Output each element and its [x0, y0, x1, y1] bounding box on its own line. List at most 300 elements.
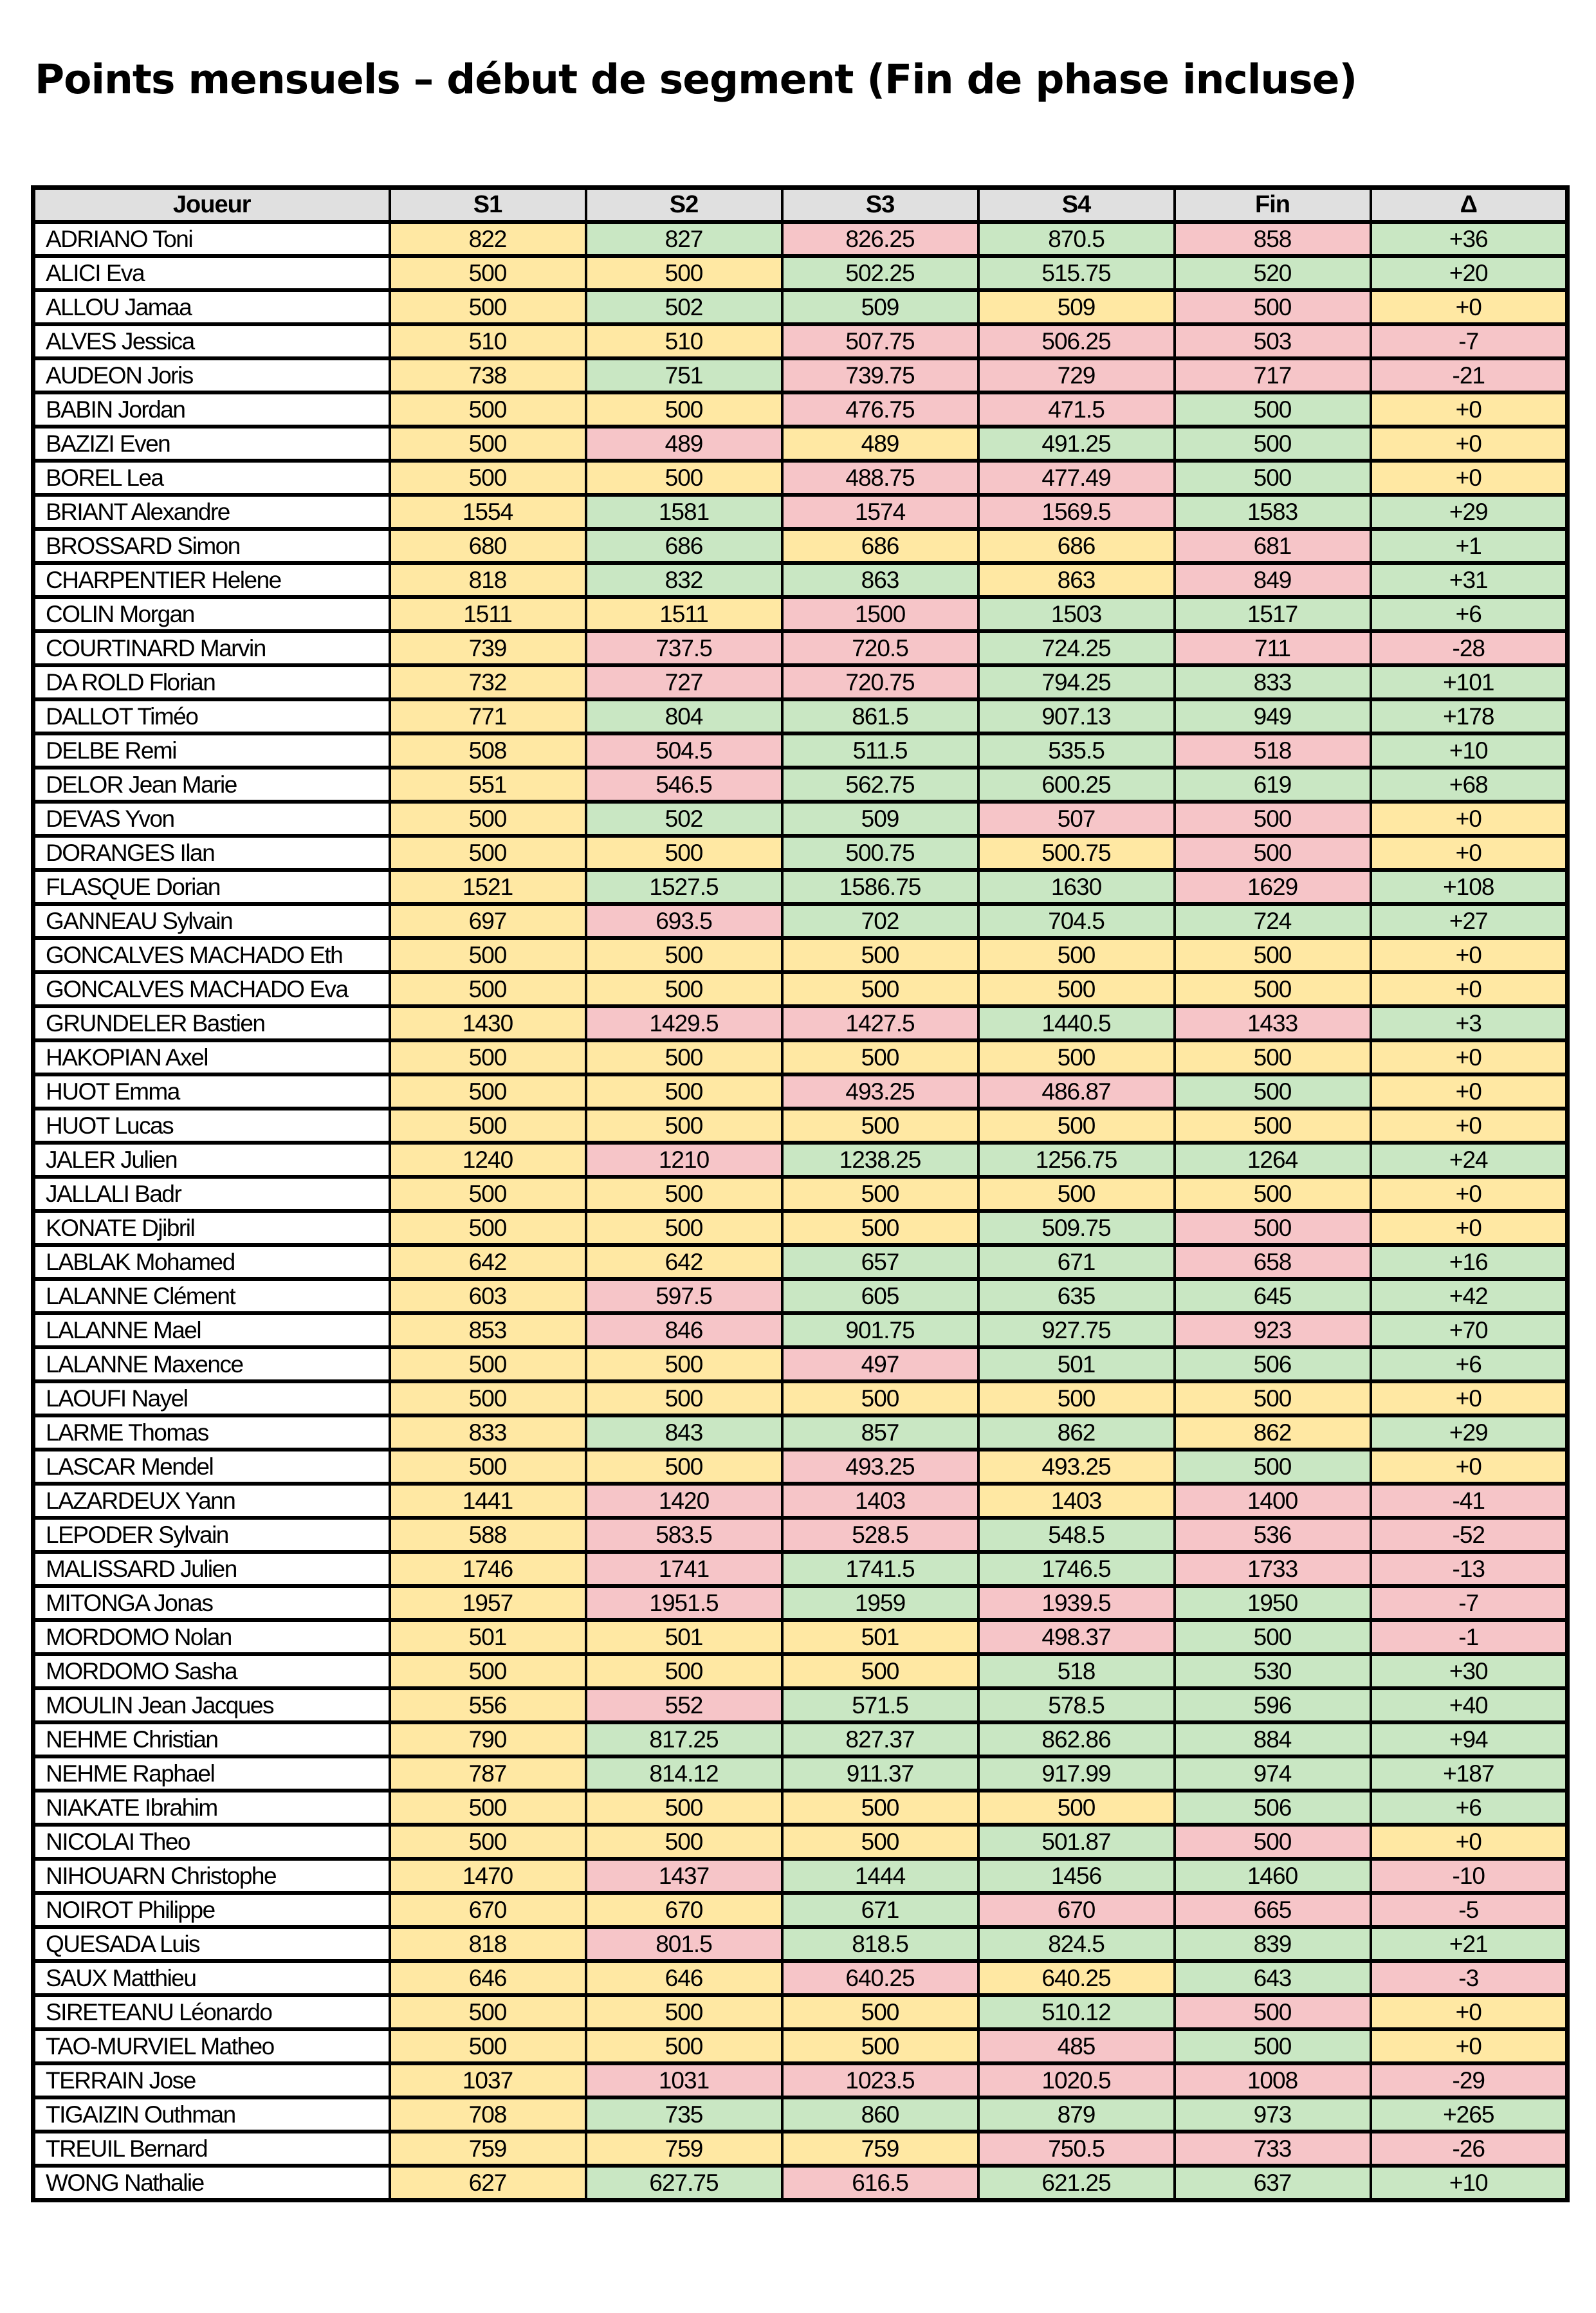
- value-cell: 500: [1175, 1825, 1371, 1859]
- value-cell: -13: [1371, 1552, 1568, 1586]
- player-name-cell: LAOUFI Nayel: [33, 1381, 390, 1415]
- value-cell: 507: [978, 802, 1175, 836]
- value-cell: 759: [586, 2132, 782, 2166]
- value-cell: 486.87: [978, 1074, 1175, 1109]
- value-cell: 637: [1175, 2166, 1371, 2200]
- value-cell: +0: [1371, 938, 1568, 972]
- value-cell: 759: [782, 2132, 978, 2166]
- value-cell: +0: [1371, 1995, 1568, 2029]
- table-row: [33, 1143, 1568, 1177]
- value-cell: 503: [1175, 324, 1371, 358]
- value-cell: 857: [782, 1415, 978, 1450]
- value-cell: 500: [586, 1995, 782, 2029]
- column-header-s2: S2: [586, 188, 782, 223]
- value-cell: 729: [978, 358, 1175, 392]
- value-cell: 693.5: [586, 904, 782, 938]
- table-row: [33, 1654, 1568, 1688]
- value-cell: -29: [1371, 2063, 1568, 2097]
- player-name-cell: MITONGA Jonas: [33, 1586, 390, 1620]
- value-cell: 500: [1175, 938, 1371, 972]
- player-name-cell: LASCAR Mendel: [33, 1450, 390, 1484]
- value-cell: 1008: [1175, 2063, 1371, 2097]
- value-cell: 870.5: [978, 222, 1175, 256]
- value-cell: 860: [782, 2097, 978, 2132]
- value-cell: 824.5: [978, 1927, 1175, 1961]
- table-row: [33, 1722, 1568, 1756]
- value-cell: 489: [586, 427, 782, 461]
- value-cell: 739.75: [782, 358, 978, 392]
- value-cell: 500: [586, 461, 782, 495]
- value-cell: 724.25: [978, 631, 1175, 665]
- column-header-joueur: Joueur: [33, 188, 390, 223]
- value-cell: +30: [1371, 1654, 1568, 1688]
- player-name-cell: TERRAIN Jose: [33, 2063, 390, 2097]
- player-name-cell: NEHME Raphael: [33, 1756, 390, 1791]
- value-cell: 500: [782, 1995, 978, 2029]
- value-cell: 588: [390, 1518, 586, 1552]
- value-cell: +29: [1371, 1415, 1568, 1450]
- player-name-cell: ALICI Eva: [33, 256, 390, 290]
- value-cell: 500: [1175, 1074, 1371, 1109]
- player-name-cell: NICOLAI Theo: [33, 1825, 390, 1859]
- report-page: [0, 57, 1596, 2202]
- value-cell: 500: [978, 1381, 1175, 1415]
- value-cell: 501: [978, 1347, 1175, 1381]
- value-cell: 500: [390, 836, 586, 870]
- value-cell: 530: [1175, 1654, 1371, 1688]
- value-cell: +10: [1371, 733, 1568, 768]
- value-cell: 502: [586, 802, 782, 836]
- value-cell: 500: [1175, 1995, 1371, 2029]
- value-cell: 1440.5: [978, 1006, 1175, 1040]
- value-cell: 500: [586, 1381, 782, 1415]
- value-cell: 686: [978, 529, 1175, 563]
- value-cell: 1746: [390, 1552, 586, 1586]
- value-cell: 518: [1175, 733, 1371, 768]
- value-cell: -7: [1371, 324, 1568, 358]
- value-cell: 737.5: [586, 631, 782, 665]
- table-row: [33, 1450, 1568, 1484]
- table-row: [33, 1620, 1568, 1654]
- value-cell: 500: [1175, 836, 1371, 870]
- value-cell: +21: [1371, 1927, 1568, 1961]
- value-cell: 500: [586, 2029, 782, 2063]
- player-name-cell: DELBE Remi: [33, 733, 390, 768]
- value-cell: 500: [1175, 1381, 1371, 1415]
- value-cell: 833: [1175, 665, 1371, 699]
- player-name-cell: HUOT Emma: [33, 1074, 390, 1109]
- table-row: [33, 1586, 1568, 1620]
- table-row: [33, 1177, 1568, 1211]
- value-cell: +108: [1371, 870, 1568, 904]
- value-cell: +42: [1371, 1279, 1568, 1313]
- header-row: [33, 188, 1568, 223]
- value-cell: -52: [1371, 1518, 1568, 1552]
- value-cell: +0: [1371, 427, 1568, 461]
- value-cell: 732: [390, 665, 586, 699]
- column-header-s3: S3: [782, 188, 978, 223]
- value-cell: 578.5: [978, 1688, 1175, 1722]
- value-cell: 635: [978, 1279, 1175, 1313]
- value-cell: 500: [586, 1450, 782, 1484]
- value-cell: 1238.25: [782, 1143, 978, 1177]
- value-cell: 1433: [1175, 1006, 1371, 1040]
- value-cell: 502.25: [782, 256, 978, 290]
- value-cell: 509: [978, 290, 1175, 324]
- player-name-cell: AUDEON Joris: [33, 358, 390, 392]
- value-cell: +70: [1371, 1313, 1568, 1347]
- value-cell: 500: [586, 392, 782, 427]
- table-row: [33, 597, 1568, 631]
- value-cell: 771: [390, 699, 586, 733]
- value-cell: 500: [782, 2029, 978, 2063]
- value-cell: +187: [1371, 1756, 1568, 1791]
- value-cell: 506: [1175, 1347, 1371, 1381]
- value-cell: 493.25: [782, 1450, 978, 1484]
- value-cell: 704.5: [978, 904, 1175, 938]
- value-cell: +27: [1371, 904, 1568, 938]
- value-cell: 717: [1175, 358, 1371, 392]
- value-cell: 500: [586, 1040, 782, 1074]
- value-cell: 1031: [586, 2063, 782, 2097]
- value-cell: 500: [390, 256, 586, 290]
- table-row: [33, 938, 1568, 972]
- value-cell: 818: [390, 1927, 586, 1961]
- value-cell: 843: [586, 1415, 782, 1450]
- table-row: [33, 1791, 1568, 1825]
- value-cell: 500: [1175, 461, 1371, 495]
- value-cell: 500: [390, 1109, 586, 1143]
- table-header: [33, 188, 1568, 223]
- value-cell: 596: [1175, 1688, 1371, 1722]
- value-cell: 619: [1175, 768, 1371, 802]
- table-row: [33, 768, 1568, 802]
- value-cell: 500: [586, 1825, 782, 1859]
- value-cell: 1456: [978, 1859, 1175, 1893]
- value-cell: 645: [1175, 1279, 1371, 1313]
- value-cell: 949: [1175, 699, 1371, 733]
- table-row: [33, 392, 1568, 427]
- value-cell: 1500: [782, 597, 978, 631]
- value-cell: 597.5: [586, 1279, 782, 1313]
- value-cell: 1403: [782, 1484, 978, 1518]
- value-cell: 818.5: [782, 1927, 978, 1961]
- value-cell: 500: [782, 1825, 978, 1859]
- value-cell: 500: [390, 427, 586, 461]
- value-cell: 735: [586, 2097, 782, 2132]
- player-name-cell: COURTINARD Marvin: [33, 631, 390, 665]
- value-cell: -5: [1371, 1893, 1568, 1927]
- value-cell: 488.75: [782, 461, 978, 495]
- value-cell: 485: [978, 2029, 1175, 2063]
- value-cell: 917.99: [978, 1756, 1175, 1791]
- table-row: [33, 631, 1568, 665]
- table-row: [33, 222, 1568, 256]
- table-row: [33, 2132, 1568, 2166]
- value-cell: 562.75: [782, 768, 978, 802]
- column-header-fin: Fin: [1175, 188, 1371, 223]
- value-cell: 708: [390, 2097, 586, 2132]
- value-cell: 907.13: [978, 699, 1175, 733]
- value-cell: 500: [390, 1347, 586, 1381]
- value-cell: 500.75: [782, 836, 978, 870]
- value-cell: 506.25: [978, 324, 1175, 358]
- value-cell: 500: [1175, 1211, 1371, 1245]
- value-cell: 500: [1175, 1450, 1371, 1484]
- player-name-cell: GANNEAU Sylvain: [33, 904, 390, 938]
- value-cell: 1517: [1175, 597, 1371, 631]
- value-cell: 489: [782, 427, 978, 461]
- value-cell: 500.75: [978, 836, 1175, 870]
- value-cell: 1430: [390, 1006, 586, 1040]
- value-cell: 711: [1175, 631, 1371, 665]
- value-cell: +0: [1371, 802, 1568, 836]
- value-cell: 500: [782, 1109, 978, 1143]
- player-name-cell: LABLAK Mohamed: [33, 1245, 390, 1279]
- value-cell: 642: [390, 1245, 586, 1279]
- value-cell: 901.75: [782, 1313, 978, 1347]
- value-cell: 1746.5: [978, 1552, 1175, 1586]
- value-cell: 500: [390, 1825, 586, 1859]
- value-cell: 827: [586, 222, 782, 256]
- value-cell: 1460: [1175, 1859, 1371, 1893]
- value-cell: 1256.75: [978, 1143, 1175, 1177]
- value-cell: 884: [1175, 1722, 1371, 1756]
- value-cell: +0: [1371, 1381, 1568, 1415]
- table-row: [33, 1245, 1568, 1279]
- player-name-cell: MALISSARD Julien: [33, 1552, 390, 1586]
- value-cell: 500: [978, 1040, 1175, 1074]
- table-row: [33, 2166, 1568, 2200]
- table-row: [33, 1381, 1568, 1415]
- value-cell: 733: [1175, 2132, 1371, 2166]
- value-cell: 500: [390, 1074, 586, 1109]
- table-row: [33, 529, 1568, 563]
- value-cell: 498.37: [978, 1620, 1175, 1654]
- player-name-cell: BOREL Lea: [33, 461, 390, 495]
- table-row: [33, 1893, 1568, 1927]
- table-row: [33, 870, 1568, 904]
- table-row: [33, 2097, 1568, 2132]
- value-cell: 500: [1175, 1040, 1371, 1074]
- value-cell: 670: [390, 1893, 586, 1927]
- value-cell: 751: [586, 358, 782, 392]
- value-cell: 500: [1175, 2029, 1371, 2063]
- value-cell: 500: [586, 1347, 782, 1381]
- player-name-cell: LEPODER Sylvain: [33, 1518, 390, 1552]
- table-row: [33, 495, 1568, 529]
- value-cell: 814.12: [586, 1756, 782, 1791]
- value-cell: -26: [1371, 2132, 1568, 2166]
- player-name-cell: JALER Julien: [33, 1143, 390, 1177]
- value-cell: +0: [1371, 1074, 1568, 1109]
- value-cell: 832: [586, 563, 782, 597]
- value-cell: 1630: [978, 870, 1175, 904]
- value-cell: 1957: [390, 1586, 586, 1620]
- value-cell: 818: [390, 563, 586, 597]
- value-cell: 858: [1175, 222, 1371, 256]
- value-cell: +36: [1371, 222, 1568, 256]
- value-cell: +0: [1371, 1177, 1568, 1211]
- value-cell: 500: [390, 1995, 586, 2029]
- value-cell: 509.75: [978, 1211, 1175, 1245]
- value-cell: 1741.5: [782, 1552, 978, 1586]
- table-row: [33, 836, 1568, 870]
- table-row: [33, 256, 1568, 290]
- value-cell: 493.25: [782, 1074, 978, 1109]
- player-name-cell: SAUX Matthieu: [33, 1961, 390, 1995]
- value-cell: 500: [586, 1654, 782, 1688]
- value-cell: 500: [586, 1211, 782, 1245]
- value-cell: +0: [1371, 836, 1568, 870]
- player-name-cell: MORDOMO Sasha: [33, 1654, 390, 1688]
- value-cell: 528.5: [782, 1518, 978, 1552]
- player-name-cell: ALLOU Jamaa: [33, 290, 390, 324]
- player-name-cell: DALLOT Timéo: [33, 699, 390, 733]
- value-cell: 640.25: [978, 1961, 1175, 1995]
- value-cell: 546.5: [586, 768, 782, 802]
- value-cell: -41: [1371, 1484, 1568, 1518]
- table-row: [33, 461, 1568, 495]
- value-cell: +0: [1371, 290, 1568, 324]
- value-cell: 1210: [586, 1143, 782, 1177]
- player-name-cell: ALVES Jessica: [33, 324, 390, 358]
- value-cell: 500: [1175, 290, 1371, 324]
- value-cell: -10: [1371, 1859, 1568, 1893]
- value-cell: 1437: [586, 1859, 782, 1893]
- value-cell: 1240: [390, 1143, 586, 1177]
- value-cell: 583.5: [586, 1518, 782, 1552]
- value-cell: 822: [390, 222, 586, 256]
- value-cell: 646: [586, 1961, 782, 1995]
- value-cell: 501: [390, 1620, 586, 1654]
- value-cell: +29: [1371, 495, 1568, 529]
- value-cell: 879: [978, 2097, 1175, 2132]
- table-row: [33, 324, 1568, 358]
- value-cell: 500: [1175, 427, 1371, 461]
- value-cell: +20: [1371, 256, 1568, 290]
- table-row: [33, 1074, 1568, 1109]
- value-cell: 1441: [390, 1484, 586, 1518]
- value-cell: 927.75: [978, 1313, 1175, 1347]
- player-name-cell: WONG Nathalie: [33, 2166, 390, 2200]
- player-name-cell: DELOR Jean Marie: [33, 768, 390, 802]
- table-row: [33, 1518, 1568, 1552]
- value-cell: 535.5: [978, 733, 1175, 768]
- player-name-cell: NIAKATE Ibrahim: [33, 1791, 390, 1825]
- value-cell: 500: [390, 972, 586, 1006]
- value-cell: 727: [586, 665, 782, 699]
- value-cell: +265: [1371, 2097, 1568, 2132]
- value-cell: 506: [1175, 1791, 1371, 1825]
- value-cell: 759: [390, 2132, 586, 2166]
- value-cell: 911.37: [782, 1756, 978, 1791]
- player-name-cell: LALANNE Clément: [33, 1279, 390, 1313]
- value-cell: 862: [1175, 1415, 1371, 1450]
- table-row: [33, 665, 1568, 699]
- player-name-cell: DEVAS Yvon: [33, 802, 390, 836]
- value-cell: 500: [586, 938, 782, 972]
- value-cell: 720.75: [782, 665, 978, 699]
- table-row: [33, 2063, 1568, 2097]
- value-cell: 500: [586, 836, 782, 870]
- value-cell: 1521: [390, 870, 586, 904]
- value-cell: 1023.5: [782, 2063, 978, 2097]
- value-cell: 720.5: [782, 631, 978, 665]
- table-row: [33, 1859, 1568, 1893]
- player-name-cell: FLASQUE Dorian: [33, 870, 390, 904]
- value-cell: 702: [782, 904, 978, 938]
- value-cell: 671: [978, 1245, 1175, 1279]
- value-cell: 500: [1175, 802, 1371, 836]
- value-cell: 1629: [1175, 870, 1371, 904]
- table-row: [33, 733, 1568, 768]
- value-cell: 804: [586, 699, 782, 733]
- value-cell: 501: [782, 1620, 978, 1654]
- value-cell: 787: [390, 1756, 586, 1791]
- table-row: [33, 1415, 1568, 1450]
- value-cell: 670: [586, 1893, 782, 1927]
- value-cell: +101: [1371, 665, 1568, 699]
- player-name-cell: BAZIZI Even: [33, 427, 390, 461]
- value-cell: +0: [1371, 1825, 1568, 1859]
- value-cell: +24: [1371, 1143, 1568, 1177]
- value-cell: 640.25: [782, 1961, 978, 1995]
- value-cell: 571.5: [782, 1688, 978, 1722]
- value-cell: +178: [1371, 699, 1568, 733]
- column-header-delta: Δ: [1371, 188, 1568, 223]
- value-cell: 500: [390, 802, 586, 836]
- table-row: [33, 1825, 1568, 1859]
- table-row: [33, 802, 1568, 836]
- value-cell: 476.75: [782, 392, 978, 427]
- value-cell: 471.5: [978, 392, 1175, 427]
- player-name-cell: MOULIN Jean Jacques: [33, 1688, 390, 1722]
- value-cell: 500: [978, 1791, 1175, 1825]
- value-cell: +0: [1371, 972, 1568, 1006]
- value-cell: 605: [782, 1279, 978, 1313]
- value-cell: 1950: [1175, 1586, 1371, 1620]
- table-row: [33, 1109, 1568, 1143]
- value-cell: 801.5: [586, 1927, 782, 1961]
- value-cell: 518: [978, 1654, 1175, 1688]
- points-table: [31, 185, 1570, 2202]
- player-name-cell: TIGAIZIN Outhman: [33, 2097, 390, 2132]
- table-row: [33, 972, 1568, 1006]
- value-cell: -3: [1371, 1961, 1568, 1995]
- value-cell: 500: [390, 1450, 586, 1484]
- value-cell: 827.37: [782, 1722, 978, 1756]
- value-cell: -7: [1371, 1586, 1568, 1620]
- value-cell: 627.75: [586, 2166, 782, 2200]
- value-cell: 1264: [1175, 1143, 1371, 1177]
- value-cell: 500: [782, 1381, 978, 1415]
- value-cell: 1959: [782, 1586, 978, 1620]
- table-row: [33, 1927, 1568, 1961]
- value-cell: 500: [782, 1040, 978, 1074]
- table-row: [33, 427, 1568, 461]
- value-cell: 1733: [1175, 1552, 1371, 1586]
- value-cell: 794.25: [978, 665, 1175, 699]
- value-cell: 500: [586, 972, 782, 1006]
- value-cell: +0: [1371, 1109, 1568, 1143]
- value-cell: 500: [1175, 392, 1371, 427]
- value-cell: 862.86: [978, 1722, 1175, 1756]
- value-cell: 665: [1175, 1893, 1371, 1927]
- player-name-cell: BABIN Jordan: [33, 392, 390, 427]
- player-name-cell: DA ROLD Florian: [33, 665, 390, 699]
- player-name-cell: BRIANT Alexandre: [33, 495, 390, 529]
